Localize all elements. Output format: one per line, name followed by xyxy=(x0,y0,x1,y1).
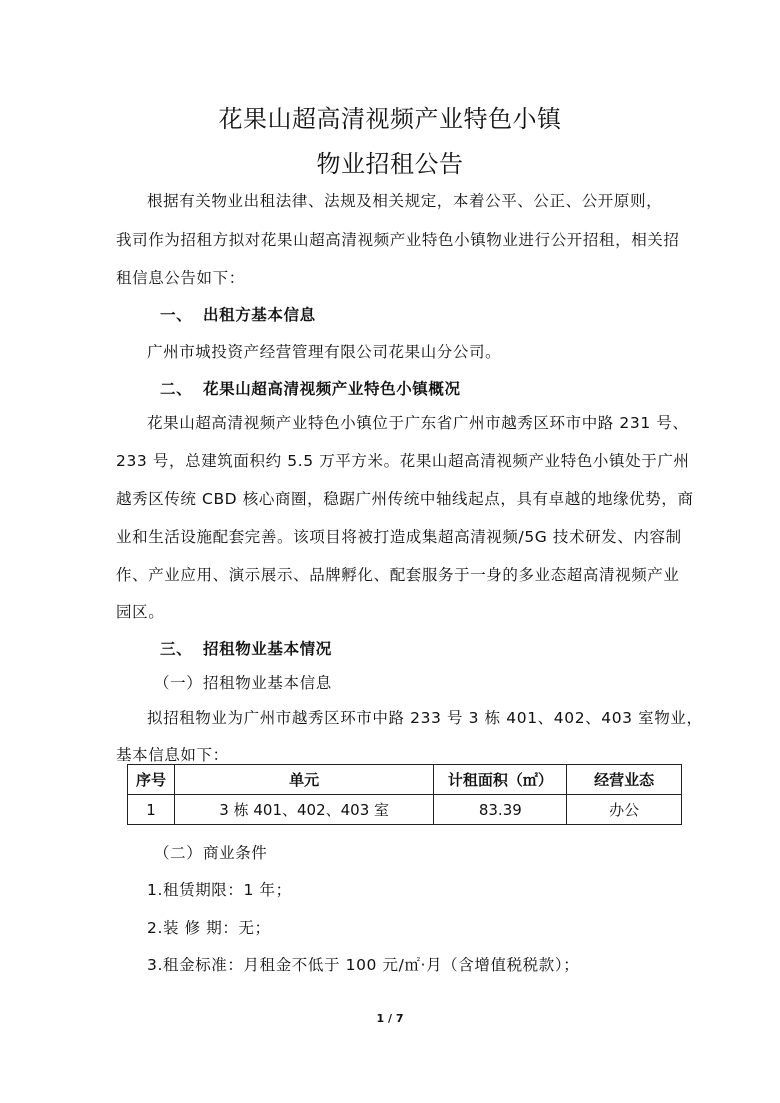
header-business-type: 经营业态 xyxy=(567,765,682,795)
subsection-1-line-1: 拟招租物业为广州市越秀区环市中路 233 号 3 栋 401、402、403 室物业， xyxy=(147,709,703,727)
cell-unit: 3 栋 401、402、403 室 xyxy=(174,795,434,825)
header-area: 计租面积（㎡） xyxy=(434,765,567,795)
cell-area: 83.39 xyxy=(434,795,567,825)
cell-business-type: 办公 xyxy=(567,795,682,825)
subsection-1-line-2: 基本信息如下： xyxy=(116,746,229,764)
intro-line-3: 租信息公告如下： xyxy=(116,269,245,287)
subsection-1-number: （一） xyxy=(154,674,203,692)
page-indicator: 1 / 7 xyxy=(376,1012,404,1025)
condition-3: 3.租金标准：月租金不低于 100 元/㎡·月（含增值税税款）； xyxy=(147,956,580,974)
intro-line-1: 根据有关物业出租法律、法规及相关规定，本着公平、公正、公开原则， xyxy=(147,192,663,210)
cell-serial: 1 xyxy=(128,795,175,825)
section-3-number: 三、 xyxy=(160,640,193,658)
subsection-1-heading: 招租物业基本信息 xyxy=(203,674,332,692)
section-1-heading: 出租方基本信息 xyxy=(203,306,316,324)
table-row xyxy=(128,795,682,825)
subsection-2-number: （二） xyxy=(154,844,203,862)
header-unit: 单元 xyxy=(174,765,434,795)
section-2-line-1: 花果山超高清视频产业特色小镇位于广东省广州市越秀区环市中路 231 号、 xyxy=(147,414,689,432)
section-2-line-2: 233 号，总建筑面积约 5.5 万平方米。花果山超高清视频产业特色小镇处于广州 xyxy=(116,452,690,470)
section-2-line-6: 园区。 xyxy=(116,603,165,621)
property-table xyxy=(127,764,682,825)
condition-2: 2.装 修 期：无； xyxy=(147,919,271,937)
header-serial: 序号 xyxy=(128,765,175,795)
section-2-line-5: 作、产业应用、演示展示、品牌孵化、配套服务于一身的多业态超高清视频产业 xyxy=(116,566,680,584)
title-line-1: 花果山超高清视频产业特色小镇 xyxy=(218,105,562,133)
section-2-heading: 花果山超高清视频产业特色小镇概况 xyxy=(203,380,461,398)
section-1-number: 一、 xyxy=(160,306,193,324)
section-2-number: 二、 xyxy=(160,380,193,398)
section-3-heading: 招租物业基本情况 xyxy=(203,640,332,658)
subsection-2-heading: 商业条件 xyxy=(203,844,268,862)
title-line-2: 物业招租公告 xyxy=(316,150,464,178)
section-2-line-3: 越秀区传统 CBD 核心商圈，稳踞广州传统中轴线起点，具有卓越的地缘优势，商 xyxy=(116,490,694,508)
table-header-row xyxy=(128,765,682,795)
intro-line-2: 我司作为招租方拟对花果山超高清视频产业特色小镇物业进行公开招租，相关招 xyxy=(116,231,680,249)
section-2-line-4: 业和生活设施配套完善。该项目将被打造成集超高清视频/5G 技术研发、内容制 xyxy=(116,528,682,546)
section-1-body: 广州市城投资产经营管理有限公司花果山分公司。 xyxy=(147,343,502,361)
condition-1: 1.租赁期限：1 年； xyxy=(147,881,292,899)
